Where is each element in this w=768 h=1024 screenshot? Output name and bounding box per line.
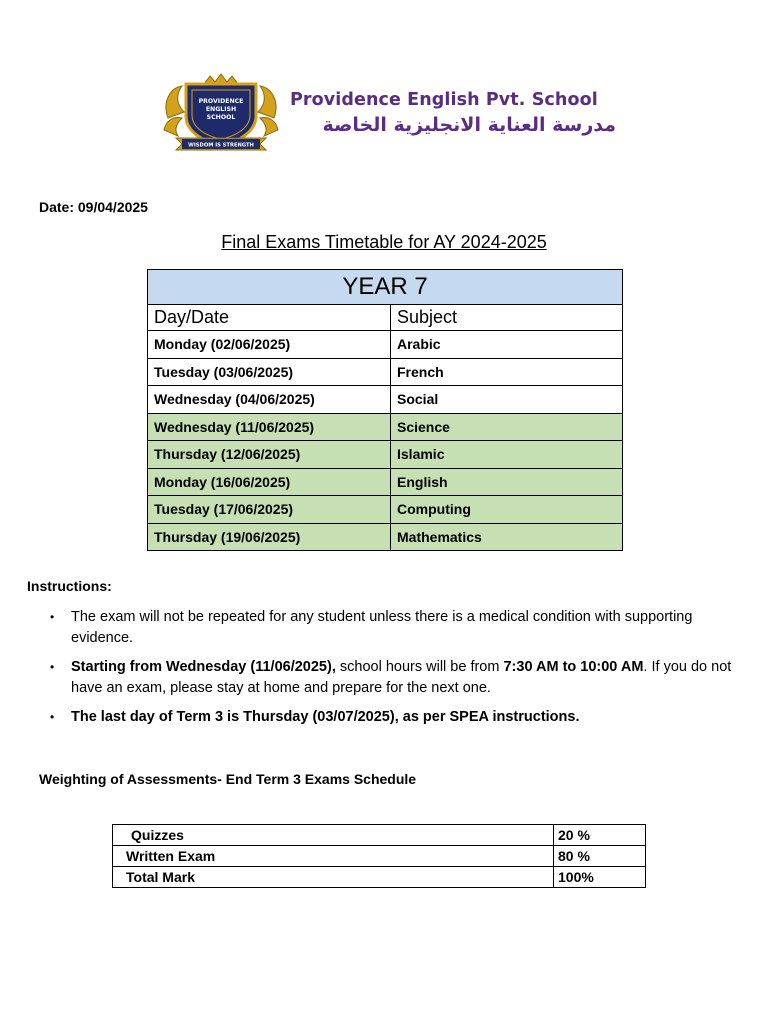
- exam-subject-cell: English: [391, 468, 623, 496]
- weight-label: Total Mark: [113, 867, 554, 888]
- exam-day-cell: Tuesday (03/06/2025): [148, 358, 391, 386]
- weighting-table: [112, 824, 646, 888]
- list-item: [50, 707, 740, 728]
- instruction-text: The last day of Term 3 is Thursday (03/07/2025), as per SPEA instructions.: [71, 709, 580, 725]
- exam-day-cell: Wednesday (04/06/2025): [148, 386, 391, 414]
- document-date: Date: 09/04/2025: [39, 199, 148, 215]
- instruction-text: . If you do not have an exam, please stay at home and prepare for the next one.: [71, 659, 732, 696]
- exam-subject-cell: French: [391, 358, 623, 386]
- exam-day-cell: Tuesday (17/06/2025): [148, 496, 391, 524]
- column-header-row: [148, 305, 623, 331]
- table-row: [113, 825, 646, 846]
- table-row-highlighted: [148, 413, 623, 441]
- bullet-icon: •: [50, 660, 55, 674]
- table-row-highlighted: [148, 496, 623, 524]
- weight-label: Quizzes: [113, 825, 554, 846]
- exam-day-cell: Monday (16/06/2025): [148, 468, 391, 496]
- table-row: [113, 867, 646, 888]
- crest-motto: WISDOM IS STRENGTH: [188, 142, 254, 149]
- year-header-row: [148, 270, 623, 305]
- weight-value: 80 %: [554, 846, 646, 867]
- exam-subject-cell: Science: [391, 413, 623, 441]
- school-header: [160, 72, 630, 152]
- exam-subject-cell: Computing: [391, 496, 623, 524]
- weight-label: Written Exam: [113, 846, 554, 867]
- exam-subject-cell: Social: [391, 386, 623, 414]
- weighting-heading: Weighting of Assessments- End Term 3 Exams Schedule: [39, 771, 417, 787]
- exam-subject-cell: Mathematics: [391, 523, 623, 551]
- table-row: [148, 386, 623, 414]
- exam-timetable: [147, 269, 623, 551]
- instructions-heading: Instructions:: [27, 578, 112, 594]
- school-crest-logo: [160, 72, 282, 152]
- instructions-list: [50, 607, 740, 736]
- exam-subject-cell: Islamic: [391, 441, 623, 469]
- exam-day-cell: Thursday (19/06/2025): [148, 523, 391, 551]
- list-item: [50, 607, 740, 649]
- instruction-text: The exam will not be repeated for any student unless there is a medical condition with supporting evidence.: [71, 609, 693, 646]
- exam-day-cell: Thursday (12/06/2025): [148, 441, 391, 469]
- school-name-english: Providence English Pvt. School: [290, 90, 598, 110]
- instruction-bold-time: 7:30 AM to 10:00 AM: [503, 659, 644, 675]
- table-row: [113, 846, 646, 867]
- table-row-highlighted: [148, 441, 623, 469]
- exam-subject-cell: Arabic: [391, 331, 623, 359]
- exam-day-cell: Monday (02/06/2025): [148, 331, 391, 359]
- school-name-arabic: مدرسة العناية الانجليزية الخاصة: [322, 114, 616, 136]
- column-header-subject: Subject: [391, 305, 623, 331]
- crest-line-2: ENGLISH: [205, 106, 237, 113]
- crest-line-1: PROVIDENCE: [198, 98, 244, 105]
- crest-line-3: SCHOOL: [206, 114, 236, 121]
- table-row: [148, 358, 623, 386]
- bullet-icon: •: [50, 610, 55, 624]
- list-item: [50, 657, 740, 699]
- table-row: [148, 331, 623, 359]
- year-label: YEAR 7: [148, 270, 623, 305]
- weight-value: 20 %: [554, 825, 646, 846]
- table-row-highlighted: [148, 468, 623, 496]
- instruction-bold-start: Starting from Wednesday (11/06/2025),: [71, 659, 336, 675]
- instruction-text: school hours will be from: [335, 659, 504, 675]
- table-row-highlighted: [148, 523, 623, 551]
- column-header-day: Day/Date: [148, 305, 391, 331]
- bullet-icon: •: [50, 710, 55, 724]
- exam-day-cell: Wednesday (11/06/2025): [148, 413, 391, 441]
- weight-value: 100%: [554, 867, 646, 888]
- document-title: Final Exams Timetable for AY 2024-2025: [221, 232, 547, 252]
